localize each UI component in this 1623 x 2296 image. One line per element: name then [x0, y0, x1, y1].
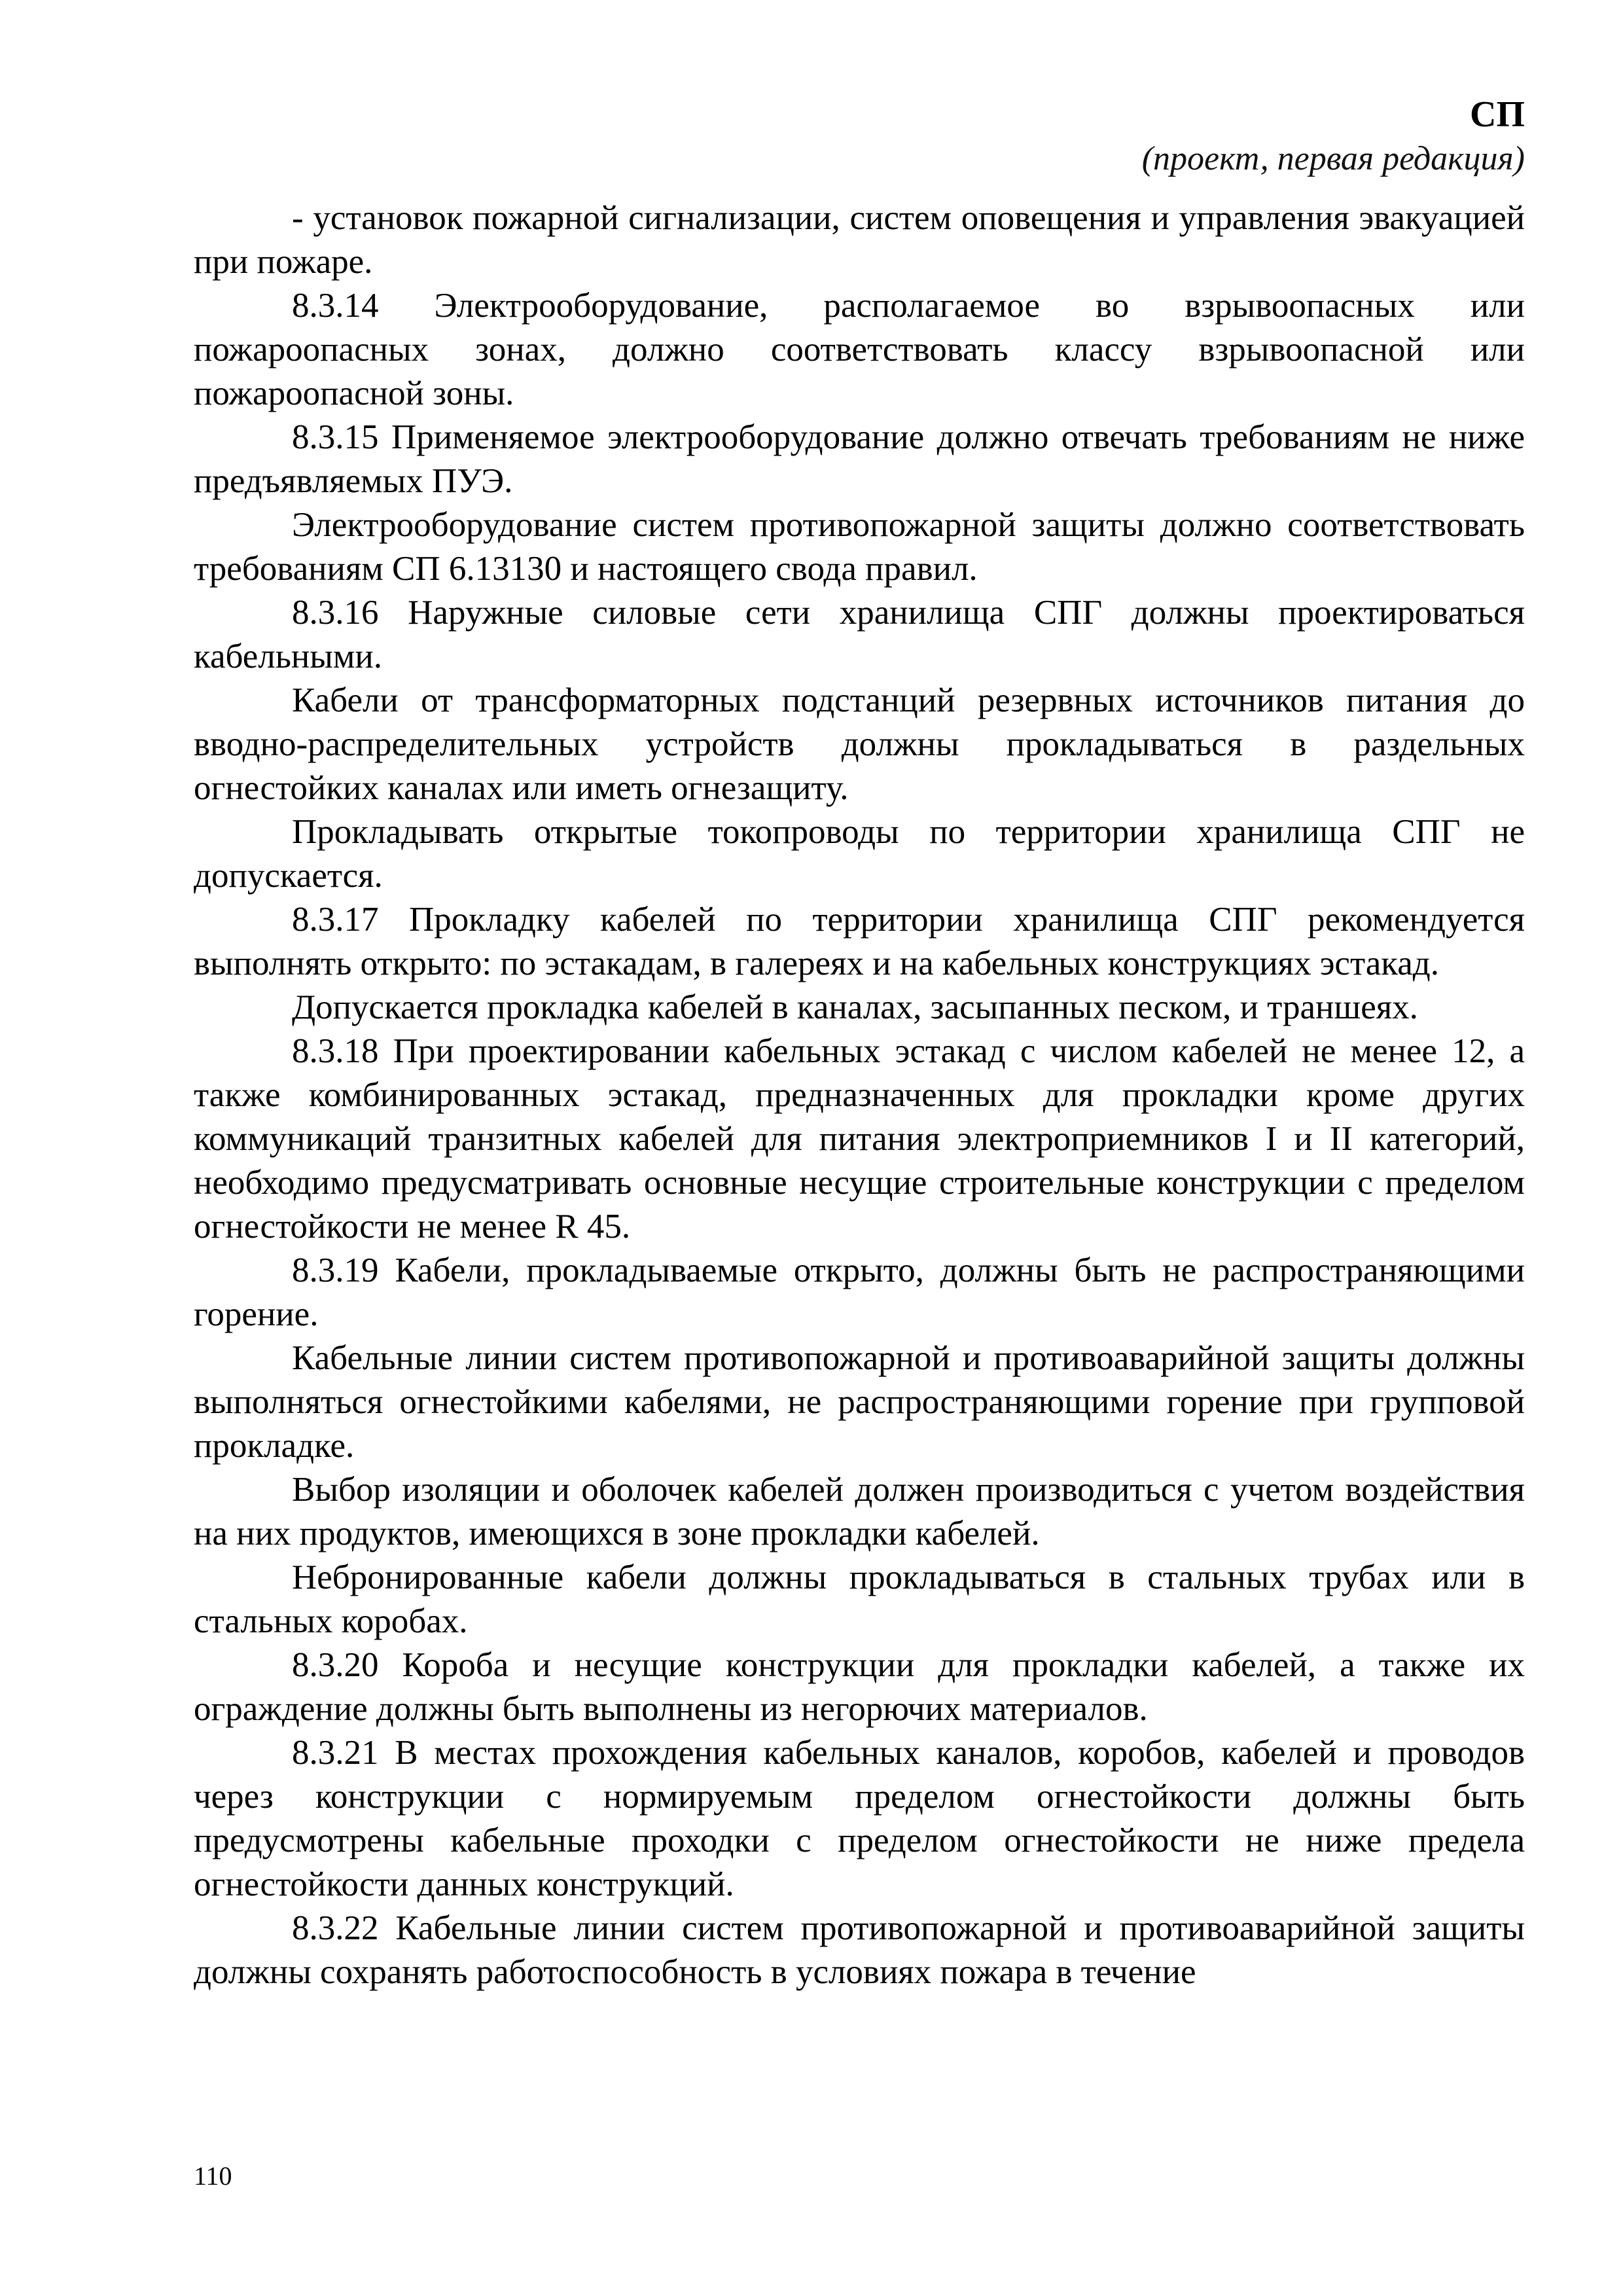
paragraph: 8.3.17 Прокладку кабелей по территории хранилища СПГ рекомендуется выполнять открыто: по эстакадам, в галереях и на кабельных конструкциях эстакад. [194, 901, 1525, 982]
paragraph: Допускается прокладка кабелей в каналах, засыпанных песком, и траншеях. [292, 988, 1418, 1026]
page-number: 110 [194, 2161, 232, 2191]
paragraph: 8.3.21 В местах прохождения кабельных каналов, коробов, кабелей и проводов через конструкции с нормируемым пределом огнестойкости должны быть предусмотрены кабельные проходки с пределом огнестойкости не ниже предела огнестойкости данных конструкций. [194, 1734, 1525, 1903]
document-edition-note: (проект, первая редакция) [1141, 140, 1525, 177]
document-code: СП [1470, 94, 1525, 135]
paragraph: 8.3.15 Применяемое электрооборудование должно отвечать требованиям не ниже предъявляемых ПУЭ. [194, 418, 1525, 500]
paragraph: 8.3.22 Кабельные линии систем противопожарной и противоаварийной защиты должны сохранять работоспособность в условиях пожара в течение [194, 1909, 1525, 1991]
paragraph: - установок пожарной сигнализации, систем оповещения и управления эвакуацией при пожаре. [194, 199, 1525, 281]
paragraph: Кабельные линии систем противопожарной и противоаварийной защиты должны выполняться огнестойкими кабелями, не распространяющими горение при групповой прокладке. [194, 1339, 1525, 1465]
paragraph: Выбор изоляции и оболочек кабелей должен производиться с учетом воздействия на них продуктов, имеющихся в зоне прокладки кабелей. [194, 1471, 1525, 1552]
paragraph: 8.3.14 Электрооборудование, располагаемое во взрывоопасных или пожароопасных зонах, должно соответствовать классу взрывоопасной или пожароопасной зоны. [194, 287, 1525, 412]
paragraph: 8.3.16 Наружные силовые сети хранилища СПГ должны проектироваться кабельными. [194, 594, 1525, 675]
paragraph: Небронированные кабели должны прокладываться в стальных трубах или в стальных коробах. [194, 1558, 1525, 1640]
paragraph: 8.3.18 При проектировании кабельных эстакад с числом кабелей не менее 12, а также комбинированных эстакад, предназначенных для прокладки кроме других коммуникаций транзитных кабелей для питания электроприемников I и II категорий, необходимо предусматривать основные несущие строительные конструкции с пределом огнестойкости не менее R 45. [194, 1032, 1525, 1246]
paragraph: Прокладывать открытые токопроводы по территории хранилища СПГ не допускается. [194, 813, 1525, 895]
paragraph: Электрооборудование систем противопожарной защиты должно соответствовать требованиям СП 6.13130 и настоящего свода правил. [194, 506, 1525, 588]
paragraph: 8.3.19 Кабели, прокладываемые открыто, должны быть не распространяющими горение. [194, 1251, 1525, 1333]
paragraph: Кабели от трансформаторных подстанций резервных источников питания до вводно-распределительных устройств должны прокладываться в раздельных огнестойких каналах или иметь огнезащиту. [194, 681, 1525, 807]
paragraph: 8.3.20 Короба и несущие конструкции для прокладки кабелей, а также их ограждение должны быть выполнены из негорючих материалов. [194, 1646, 1525, 1728]
document-body [194, 196, 1525, 1994]
